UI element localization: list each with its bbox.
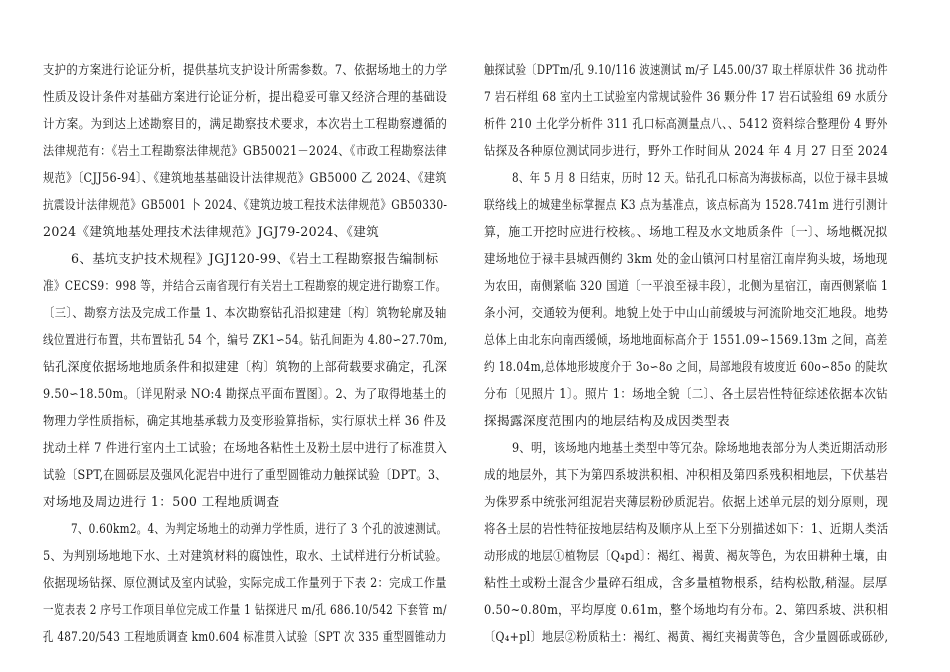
right-line: 触探试验〔DPTm/孔 9.10/116 波速测试 m/孑 L45.00/37 取土样原状件 36 扰动件 xyxy=(484,62,888,77)
left-line: 钻孔深度依据场地地质条件和拟建建〔构〕筑物的上部荷载要求确定，孔深 xyxy=(43,359,448,374)
right-line: 条小河，交通较为便利。地貌上处于中山山前缓坡与河流阶地交汇地段。地势 xyxy=(484,305,889,320)
right-line: 建场地位于禄丰县城西侧约 3km 处的金山镇河口村星宿江南岸狗头坡，场地现 xyxy=(484,251,888,266)
right-line: 0.50~0.80m，平均厚度 0.61m，整个场地均有分布。2、第四系坡、洪积相 xyxy=(484,602,889,617)
right-line: 探揭露深度范围内的地层结构及成因类型表 xyxy=(484,413,730,428)
right-line: 为农田，南侧紧临 320 国道〔一平浪至禄丰段〕，北侧为星宿江，南西侧紧临 1 xyxy=(484,278,889,293)
left-line: 准》CECS9：998 等，并结合云南省现行有关岩土工程勘察的规定进行勘察工作。 xyxy=(43,278,447,293)
left-line: 6、基坑支护技术规程》JGJ120-99、《岩土工程勘察报告编制标 xyxy=(71,251,439,266)
left-line: 9.50∽18.50m。〔详见附录 NO:4 勘探点平面布置图〕。2、为了取得地基土的 xyxy=(43,386,447,401)
left-line: 7、0.60km2。4、为判定场地土的动弹力学性质，进行了 3 个孔的波速测试。 xyxy=(71,521,448,536)
right-line: 析件 210 土化学分析件 311 孔口标高测量点八、、5412 资料综合整理份 4 野外 xyxy=(484,116,888,131)
left-line: 试验〔SPT,在圆砾层及强风化泥岩中进行了重型圆锥动力触探试验〔DPT。3、 xyxy=(43,467,447,482)
right-line: 8、年 5 月 8 日结束，历时 12 天。钻孔孔口标高为海拔标高，以位于禄丰县城 xyxy=(512,170,889,185)
left-line: 依据现场钻探、原位测试及室内试验，实际完成工作量列于下表 2：完成工作量 xyxy=(43,575,447,590)
left-line: 5、为判别场地地下水、土对建筑材料的腐蚀性，取水、土试样进行分析试验。 xyxy=(43,548,448,563)
right-line: 为侏罗系中统张河组泥岩夹薄层粉砂质泥岩。依据上述单元层的划分原则，现 xyxy=(484,494,889,509)
left-line: 物理力学性质指标，确定其地基承载力及变形验算指标，实行原状土样 36 件及 xyxy=(43,413,447,428)
left-line: 规范》〔CJJ56-94〕、《建筑地基基础设计法律规范》GB5000 乙 2024、《建筑 xyxy=(43,170,447,185)
right-line: 钻探及各种原位测试同步进行，野外工作时间从 2024 年 4 月 27 日至 2024 xyxy=(484,143,889,158)
right-line: 联络线上的城建坐标掌握点 K3 点为基准点，该点标高为 1528.741m 进行引测计 xyxy=(484,197,889,212)
left-line: 对场地及周边进行 1：500 工程地质调查 xyxy=(43,494,280,509)
left-line: 法律规范有：《岩土工程勘察法律规范》GB50021－2024、《市政工程勘察法律 xyxy=(43,143,448,158)
left-line: 扰动土样 7 件进行室内土工试验；在场地各粘性土及粉土层中进行了标准贯入 xyxy=(43,440,448,455)
left-line: 〔三〕、勘察方法及完成工作量 1、本次勘察钻孔沿拟建建〔构〕筑物轮廓及轴 xyxy=(43,305,447,320)
left-line: 性质及设计条件对基础方案进行论证分析，提出稳妥可靠又经济合理的基础设 xyxy=(43,89,448,104)
right-line: 〔Q₄+pl〕地层②粉质粘土：褐红、褐黄、褐红夹褐黄等色，含少量圆砾或砾砂, xyxy=(484,629,889,644)
right-line: 成的地层外，其下为第四系坡洪积相、冲积相及第四系残积相地层，下伏基岩 xyxy=(484,467,889,482)
right-line: 约 18.04m,总体地形坡度介于 3o∽8o 之间，局部地段有坡度近 60o∽85o 的陡坎 xyxy=(484,359,888,374)
left-line: 抗震设计法律规范》GB5001 卜 2024、《建筑边坡工程技术法律规范》GB50330- xyxy=(43,197,448,212)
right-line: 粘性土或粉土混含少量碎石组成，含多量植物根系，结构松散,稍湿。层厚 xyxy=(484,575,888,590)
left-line: 计方案。为到达上述勘察目的，满足勘察技术要求，本次岩土工程勘察遵循的 xyxy=(43,116,448,131)
left-line: 线位置进行布置，共布置钻孔 54 个，编号 ZK1∽54。钻孔间距为 4.80∽27.70m, xyxy=(43,332,448,347)
right-line: 9、明，该场地内地基土类型中等冗杂。除场地地表部分为人类近期活动形 xyxy=(512,440,888,455)
right-line: 7 岩石样组 68 室内土工试验室内常规试验件 36 颗分件 17 岩石试验组 69 水质分 xyxy=(484,89,888,104)
left-line: 2024《建筑地基处理技术法律规范》JGJ79-2024、《建筑 xyxy=(43,224,380,239)
left-line: 一览表表 2 序号工作项目单位完成工作量 1 钻探进尺 m/孔 686.10/542 下套管 m/ xyxy=(43,602,447,617)
left-line: 孔 487.20/543 工程地质调查 km0.604 标准贯入试验〔SPT 次 335 重型圆锥动力 xyxy=(43,629,447,644)
left-line: 支护的方案进行论证分析，提供基坑支护设计所需参数。7、依据场地土的力学 xyxy=(43,62,448,77)
right-line: 动形成的地层①植物层〔Q₄pd〕：褐红、褐黄、褐灰等色，为农田耕种土壤，由 xyxy=(484,548,888,563)
right-line: 将各土层的岩性特征按地层结构及顺序从上至下分别描述如下：1、近期人类活 xyxy=(484,521,889,536)
right-line: 分布〔见照片 1〕。照片 1：场地全貌〔二〕、各土层岩性特征综述依据本次钻 xyxy=(484,386,888,401)
right-line: 算，施工开挖时应进行校核。、场地工程及水文地质条件〔一〕、场地概况拟 xyxy=(484,224,888,239)
right-line: 总体上由北东向南西缓倾，场地地面标高介于 1551.09∽1569.13m 之间，高差 xyxy=(484,332,888,347)
